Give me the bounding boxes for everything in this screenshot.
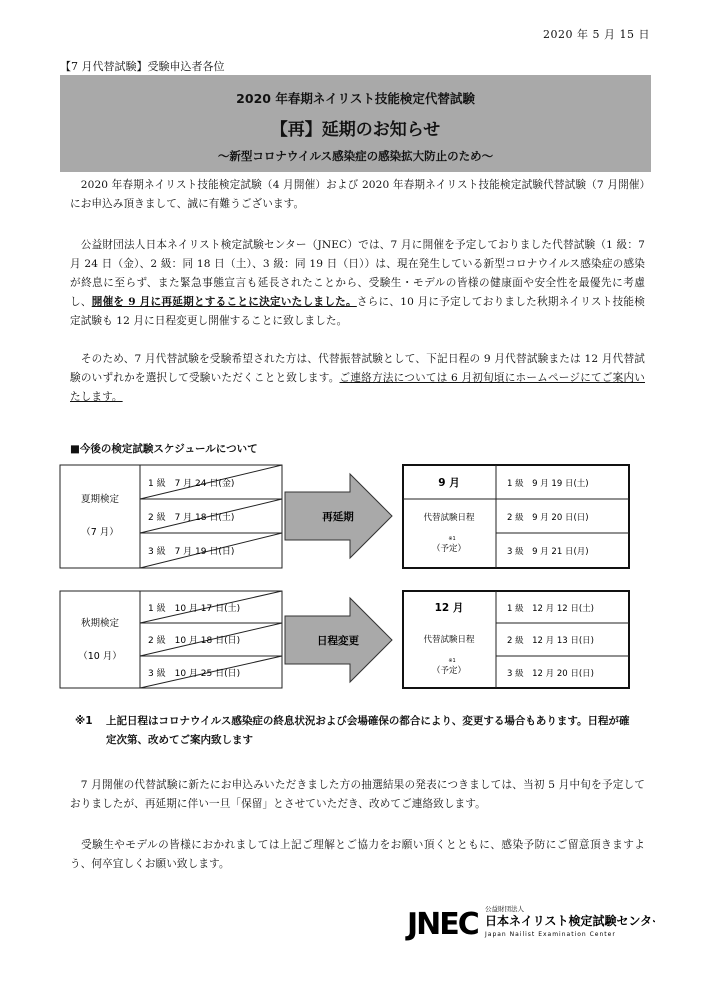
footnote-mark: ※1 [75,715,93,727]
autumn-old-date-1: 1 級 10 月 17 日(土) [148,604,241,614]
reschedule-arrow-label: 日程変更 [317,635,359,647]
banner-subtitle: ～新型コロナウイルス感染症の感染拡大防止のため～ [217,149,494,163]
summer-note-mark: ※1 [448,536,456,542]
summer-label-box [60,465,140,568]
summer-new-date-2: 2 級 9 月 20 日(日) [507,513,589,523]
autumn-new-date-2: 2 級 12 月 13 日(日) [507,636,594,646]
banner-title: 2020 年春期ネイリスト技能検定代替試験 [236,91,475,106]
jnec-logo [405,898,655,943]
autumn-new-label-planned: （予定） [431,666,467,676]
autumn-new-month: 12 月 [434,602,464,614]
summer-month: （7 月） [81,527,119,538]
document-date: 2020 年 5 月 15 日 [543,28,650,41]
summer-old-date-2: 2 級 7 月 18 日(土) [148,513,235,523]
autumn-label: 秋期検定 [80,618,120,629]
summer-old-date-3: 3 級 7 月 19 日(日) [148,547,235,557]
schedule-row-autumn [60,591,629,688]
postpone-arrow-label: 再延期 [322,511,354,523]
banner-heading: 【再】延期のお知らせ [270,120,441,140]
autumn-old-date-3: 3 級 10 月 25 日(日) [148,669,241,679]
logo-org-en: Japan Nailist Examination Center [485,931,616,938]
footnote-text: 上記日程はコロナウイルス感染症の終息状況および会場確保の都合により、変更する場合もあります。日程が確定次第、改めてご案内致します [106,715,630,746]
paragraph-2-emphasis: 開催を 9 月に再延期とすることに決定いたしました。 [91,296,357,308]
schedule-title: ■今後の検定試験スケジュールについて [70,443,258,455]
logo-org-name: 日本ネイリスト検定試験センター [485,914,655,928]
autumn-new-date-1: 1 級 12 月 12 日(土) [507,604,594,614]
paragraph-5: 受験生やモデルの皆様におかれましては上記ご理解とご協力をお願い頂くとともに、感染予防にご留意頂きますよう、何卒宜しくお願い致します。 [70,839,645,870]
paragraph-2-a: 公益財団法人日本ネイリスト検定試験センター（JNEC）では、7 月に開催を予定しておりました代替試験（1 級：7 月 24 日（金）、2 級：同 18 日（土）、3 級：同 19 日（日））は、現在発生している新型コロナウイルス感染症の感染が終息に至らず、また緊急事態宣言も延長されたことから、受験生・モデルの皆様の健康面や安全性を最優先に考慮し、 [70,239,645,308]
summer-new-date-1: 1 級 9 月 19 日(土) [507,479,589,489]
paragraph-3-link-note: ご連絡方法については 6 月初旬頃にホームページにてご案内いたします。 [70,372,645,403]
autumn-old-date-2: 2 級 10 月 18 日(日) [148,636,241,646]
paragraph-4: 7 月開催の代替試験に新たにお申込みいただきました方の抽選結果の発表につきましては、当初 5 月中旬を予定しておりましたが、再延期に伴い一旦「保留」とさせていただき、改めてご連絡致します。 [70,779,645,810]
summer-new-label-planned: （予定） [431,544,467,554]
autumn-note-mark: ※1 [448,658,456,664]
autumn-new-label: 代替試験日程 [423,635,475,645]
paragraph-1: 2020 年春期ネイリスト技能検定試験（4 月開催）および 2020 年春期ネイリスト技能検定試験代替試験（7 月開催）にお申込み頂きまして、誠に有難うございます。 [70,179,645,210]
logo-org-small: 公益財団法人 [485,905,524,913]
summer-new-date-3: 3 級 9 月 21 日(月) [507,547,589,557]
logo-letters: JNEC [407,907,478,942]
summer-new-month: 9 月 [438,477,460,489]
autumn-month: （10 月） [78,651,122,662]
summer-old-date-1: 1 級 7 月 24 日(金) [148,479,235,489]
paragraph-3-a: そのため、7 月代替試験を受験希望された方は、代替振替試験として、下記日程の 9 月代替試験または 12 月代替試験のいずれかを選択して受験いただくことと致します。 [70,353,645,384]
jnec-logo-mark [405,898,655,943]
addressee: 【7 月代替試験】受験申込者各位 [60,60,225,73]
summer-new-label: 代替試験日程 [423,513,475,523]
summer-label: 夏期検定 [80,494,120,505]
paragraph-2-c: さらに、10 月に予定しておりました秋期ネイリスト技能検定試験も 12 月に日程変更し開催することに致しました。 [70,296,645,327]
autumn-new-date-3: 3 級 12 月 20 日(日) [507,669,594,679]
schedule-row-summer [60,465,629,568]
autumn-label-box [60,591,140,688]
